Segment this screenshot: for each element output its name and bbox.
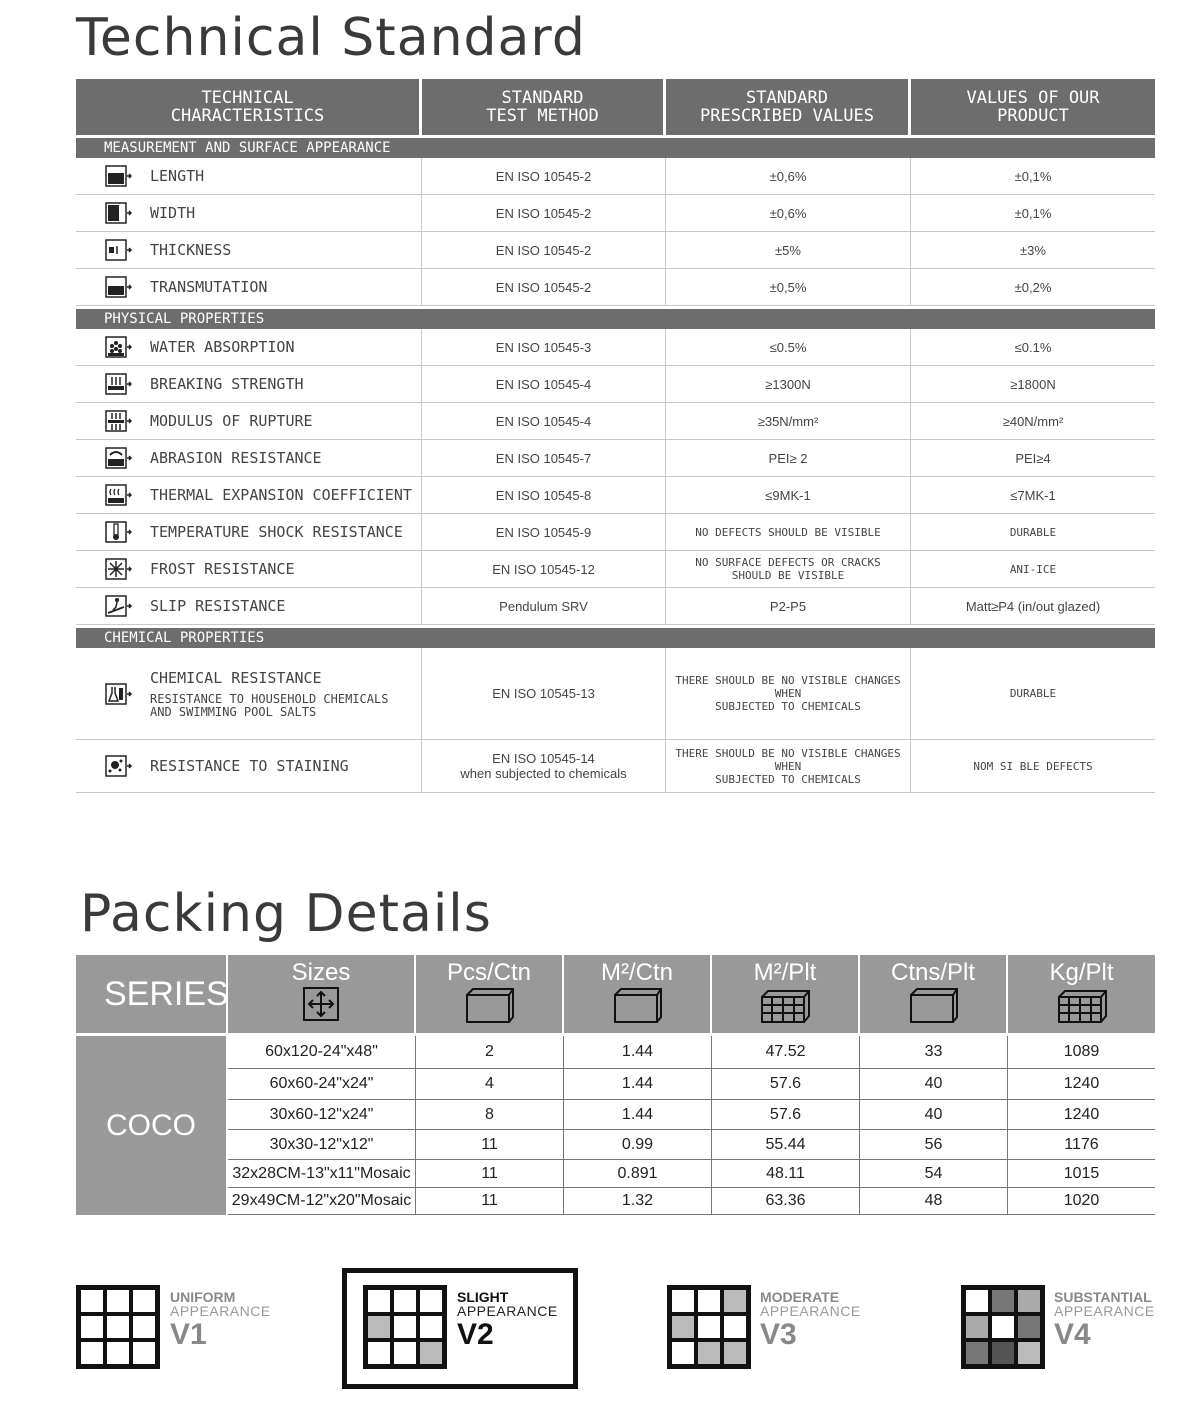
test-method-value: EN ISO 10545-4 [495,376,592,392]
packing-cell: 57.6 [712,1100,860,1129]
grid-cell [366,1288,392,1314]
header-prescribed-values: STANDARD PRESCRIBED VALUES [666,79,911,135]
prescribed-cell [666,551,911,587]
product-cell [911,366,1155,402]
characteristic-cell [76,477,422,513]
prescribed-cell [666,158,911,194]
test-method-value: EN ISO 10545-4 [495,413,592,429]
characteristic-name: SLIP RESISTANCE [150,597,286,615]
prescribed-cell [666,366,911,402]
product-value: ≤7MK-1 [1010,487,1056,503]
header-sizes-label: Sizes [291,959,351,986]
product-value: ±3% [1020,242,1046,258]
characteristic-cell [76,740,422,792]
characteristic-cell [76,195,422,231]
product-value: ≤0.1% [1014,339,1052,355]
characteristic-cell [76,514,422,550]
prescribed-cell [666,740,911,792]
test-method-value: EN ISO 10545-2 [495,242,592,258]
packing-cell: 11 [416,1130,564,1159]
prescribed-value: ≤9MK-1 [765,487,811,503]
header-pcs-ctn-label: Pcs/Ctn [446,959,532,986]
pallet-icon [1057,987,1107,1023]
grid-cell [722,1314,748,1340]
table-row [76,158,1155,195]
prescribed-value: THERE SHOULD BE NO VISIBLE CHANGES WHEN SUBJECTED TO CHEMICALS [675,674,901,713]
test-method-value: EN ISO 10545-2 [495,205,592,221]
characteristic-name: CHEMICAL RESISTANCE [150,668,322,687]
appearance-label: SLIGHT [457,1289,509,1305]
header-ctns-plt-label: Ctns/Plt [890,959,976,986]
appearance-label: UNIFORM [170,1289,236,1305]
packing-cell: 2 [416,1036,564,1068]
characteristic-name: TRANSMUTATION [150,278,268,296]
prescribed-value: ≤0.5% [769,339,807,355]
prescribed-value: PEI≥ 2 [768,450,808,466]
product-cell [911,588,1155,624]
product-cell [911,269,1155,305]
characteristic-name: FROST RESISTANCE [150,560,295,578]
product-cell [911,551,1155,587]
characteristic-cell [76,366,422,402]
packing-cell: 0.99 [564,1130,712,1159]
table-row [76,329,1155,366]
characteristic-cell [76,648,422,739]
packing-cell: 1.44 [564,1069,712,1099]
product-cell [911,648,1155,739]
packing-cell: 1.44 [564,1036,712,1068]
characteristic-name: WATER ABSORPTION [150,338,295,356]
test-method-cell [422,195,666,231]
prescribed-value: ±0,5% [769,279,807,295]
packing-cell: 56 [860,1130,1008,1159]
characteristic-cell [76,232,422,268]
test-method-value: Pendulum SRV [499,598,588,614]
grid-cell [670,1288,696,1314]
characteristic-cell [76,440,422,476]
packing-cell: 11 [416,1160,564,1187]
table-row [228,1036,1155,1069]
grid-cell [670,1314,696,1340]
table-row [228,1160,1155,1188]
packing-cell: 29x49CM-12"x20"Mosaic [228,1188,416,1214]
technical-table-body [76,135,1155,793]
appearance-sublabel: APPEARANCE [457,1303,558,1319]
transmutation-icon [104,274,132,300]
packing-cell: 4 [416,1069,564,1099]
header-m2-ctn [564,955,712,1033]
table-row [228,1069,1155,1100]
test-method-value: EN ISO 10545-3 [495,339,592,355]
appearance-code: V2 [457,1318,494,1351]
grid-cell [392,1288,418,1314]
grid-cell [418,1340,444,1366]
product-cell [911,740,1155,792]
grid-cell [366,1340,392,1366]
grid-cell [990,1288,1016,1314]
grid-cell [990,1340,1016,1366]
grid-cell [418,1288,444,1314]
product-value: ±0,1% [1014,205,1052,221]
prescribed-cell [666,648,911,739]
product-cell [911,158,1155,194]
packing-cell: 47.52 [712,1036,860,1068]
packing-cell: 48.11 [712,1160,860,1187]
prescribed-cell [666,329,911,365]
test-method-cell [422,366,666,402]
prescribed-value: ≥1300N [765,376,811,392]
grid-cell [79,1314,105,1340]
packing-title: Packing Details [80,884,492,944]
grid-cell [1016,1314,1042,1340]
characteristic-name: LENGTH [150,167,205,185]
characteristic-name: TEMPERATURE SHOCK RESISTANCE [150,523,403,541]
modulus-rupture-icon [104,408,132,434]
product-cell [911,514,1155,550]
packing-cell: 63.36 [712,1188,860,1214]
grid-cell [105,1288,131,1314]
prescribed-cell [666,440,911,476]
test-method-cell [422,551,666,587]
product-value: PEI≥4 [1015,450,1051,466]
chemical-icon [104,681,132,707]
test-method-cell [422,403,666,439]
product-value: Matt≥P4 (in/out glazed) [965,598,1101,614]
test-method-cell [422,648,666,739]
appearance-grid-v4 [961,1285,1045,1369]
grid-cell [79,1340,105,1366]
packing-cell: 1089 [1063,1043,1100,1060]
series-cell: COCO [76,1036,228,1215]
grid-cell [392,1340,418,1366]
water-absorption-icon [104,334,132,360]
packing-cell: 1240 [1063,1075,1100,1092]
header-ctns-plt [860,955,1008,1033]
appearance-sublabel: APPEARANCE [170,1303,271,1319]
section-header: MEASUREMENT AND SURFACE APPEARANCE [76,135,1155,158]
page-title: Technical Standard [76,8,586,68]
length-icon [104,163,132,189]
packing-cell: 54 [860,1160,1008,1187]
packing-cell: 60x120-24"x48" [228,1036,416,1068]
test-method-value: EN ISO 10545-2 [495,279,592,295]
characteristic-cell [76,551,422,587]
arrows-icon [303,987,339,1021]
grid-cell [1016,1340,1042,1366]
frost-icon [104,556,132,582]
characteristic-note: RESISTANCE TO HOUSEHOLD CHEMICALS AND SWIMMING POOL SALTS [150,691,389,719]
grid-cell [1016,1288,1042,1314]
product-cell [911,232,1155,268]
packing-cell: 57.6 [712,1069,860,1099]
product-value: DURABLE [1009,687,1057,700]
prescribed-value: ±5% [775,242,801,258]
appearance-code: V1 [170,1318,207,1351]
test-method-cell [422,514,666,550]
test-method-value: EN ISO 10545-7 [495,450,592,466]
packing-cell: 30x60-12"x24" [228,1100,416,1129]
packing-header [76,955,1155,1033]
characteristic-name: THERMAL EXPANSION COEFFICIENT [150,486,412,504]
packing-cell: 8 [416,1100,564,1129]
grid-cell [670,1340,696,1366]
packing-cell: 1.32 [564,1188,712,1214]
grid-cell [990,1314,1016,1340]
grid-cell [105,1340,131,1366]
grid-cell [131,1288,157,1314]
test-method-cell [422,269,666,305]
carton-icon [908,987,958,1023]
characteristic-cell [76,403,422,439]
appearance-code: V3 [760,1318,797,1351]
prescribed-value: ≥35N/mm² [757,413,819,429]
appearance-label: SUBSTANTIAL [1054,1289,1152,1305]
table-row [228,1100,1155,1130]
grid-cell [696,1288,722,1314]
table-row [76,232,1155,269]
packing-cell: 11 [416,1188,564,1214]
appearance-sublabel: APPEARANCE [760,1303,861,1319]
abrasion-icon [104,445,132,471]
header-kg-plt [1008,955,1155,1033]
product-value: ±0,1% [1014,168,1052,184]
width-icon [104,200,132,226]
table-row [76,648,1155,740]
packing-cell: 40 [860,1069,1008,1099]
header-series: SERIES [76,955,228,1033]
header-pcs-ctn [416,955,564,1033]
table-row [76,195,1155,232]
grid-cell [392,1314,418,1340]
grid-cell [696,1314,722,1340]
grid-cell [964,1340,990,1366]
thickness-icon [104,237,132,263]
header-m2-plt-label: M²/Plt [753,959,817,986]
table-row [76,366,1155,403]
product-value: DURABLE [1009,525,1057,539]
header-kg-plt-label: Kg/Plt [1049,959,1114,986]
packing-cell: 1015 [1063,1164,1100,1182]
prescribed-cell [666,232,911,268]
prescribed-value: NO SURFACE DEFECTS OR CRACKS SHOULD BE VISIBLE [695,556,881,582]
product-cell [911,329,1155,365]
grid-cell [105,1314,131,1340]
product-cell [911,477,1155,513]
technical-table-header [76,79,1155,135]
header-m2-ctn-label: M²/Ctn [601,959,673,986]
prescribed-value: NO DEFECTS SHOULD BE VISIBLE [695,525,881,539]
appearance-grid-v2 [363,1285,447,1369]
header-characteristics: TECHNICAL CHARACTERISTICS [76,79,422,135]
grid-cell [79,1288,105,1314]
grid-cell [964,1288,990,1314]
slip-icon [104,593,132,619]
test-method-value: EN ISO 10545-8 [495,487,592,503]
packing-cell: 1176 [1064,1135,1099,1153]
grid-cell [131,1314,157,1340]
grid-cell [722,1288,748,1314]
characteristic-name: RESISTANCE TO STAINING [150,757,349,775]
table-row [76,551,1155,588]
header-m2-plt [712,955,860,1033]
packing-cell: 0.891 [564,1160,712,1187]
pallet-icon [760,987,810,1023]
thermal-expansion-icon [104,482,132,508]
appearance-label: MODERATE [760,1289,840,1305]
prescribed-value: THERE SHOULD BE NO VISIBLE CHANGES WHEN SUBJECTED TO CHEMICALS [675,746,901,786]
technical-table [76,79,1155,793]
test-method-cell [422,477,666,513]
product-value: NOM SI BLE DEFECTS [973,759,1093,773]
temperature-shock-icon [104,519,132,545]
grid-cell [722,1340,748,1366]
product-cell [911,195,1155,231]
section-header: PHYSICAL PROPERTIES [76,306,1155,329]
breaking-strength-icon [104,371,132,397]
test-method-cell [422,158,666,194]
table-row [76,269,1155,306]
appearance-code: V4 [1054,1318,1091,1351]
grid-cell [418,1314,444,1340]
test-method-value: EN ISO 10545-14 when subjected to chemicals [460,751,627,781]
packing-cell: 1.44 [564,1100,712,1129]
table-row [76,514,1155,551]
table-row [228,1188,1155,1215]
table-row [76,403,1155,440]
prescribed-cell [666,403,911,439]
characteristic-name: ABRASION RESISTANCE [150,449,322,467]
characteristic-name: WIDTH [150,204,196,222]
staining-icon [104,753,132,779]
test-method-value: EN ISO 10545-12 [492,561,595,577]
packing-cell: 40 [860,1100,1008,1129]
test-method-cell [422,232,666,268]
prescribed-cell [666,269,911,305]
packing-cell: 1020 [1063,1192,1100,1209]
grid-cell [131,1340,157,1366]
test-method-value: EN ISO 10545-2 [495,168,592,184]
grid-cell [696,1340,722,1366]
prescribed-cell [666,477,911,513]
test-method-value: EN ISO 10545-13 [492,686,595,701]
test-method-cell [422,329,666,365]
section-header: CHEMICAL PROPERTIES [76,625,1155,648]
table-row [76,740,1155,793]
carton-icon [464,987,514,1023]
header-sizes [228,955,416,1033]
appearance-grid-v1 [76,1285,160,1369]
packing-rows [228,1036,1155,1215]
table-row [76,477,1155,514]
grid-cell [366,1314,392,1340]
prescribed-cell [666,588,911,624]
test-method-cell [422,740,666,792]
characteristic-cell [76,269,422,305]
packing-cell: 55.44 [712,1130,860,1159]
characteristic-name: BREAKING STRENGTH [150,375,304,393]
prescribed-cell [666,195,911,231]
table-row [76,588,1155,625]
prescribed-value: ±0,6% [769,205,807,221]
product-value: ANI-ICE [1009,562,1057,576]
characteristic-name: THICKNESS [150,241,232,259]
grid-cell [964,1314,990,1340]
table-row [228,1130,1155,1160]
test-method-cell [422,440,666,476]
product-cell [911,403,1155,439]
product-value: ≥40N/mm² [1002,413,1064,429]
characteristic-name: MODULUS OF RUPTURE [150,412,313,430]
characteristic-cell [76,158,422,194]
prescribed-cell [666,514,911,550]
prescribed-value: P2-P5 [769,598,807,614]
characteristic-cell [76,588,422,624]
test-method-cell [422,588,666,624]
packing-cell: 30x30-12"x12" [228,1130,416,1159]
product-cell [911,440,1155,476]
packing-body [76,1036,1155,1215]
product-value: ≥1800N [1010,376,1056,392]
carton-icon [612,987,662,1023]
appearance-sublabel: APPEARANCE [1054,1303,1155,1319]
packing-cell: 48 [860,1188,1008,1214]
packing-cell: 1240 [1063,1105,1100,1123]
header-test-method: STANDARD TEST METHOD [422,79,666,135]
packing-table [76,955,1155,1215]
packing-cell: 60x60-24"x24" [228,1069,416,1099]
packing-cell: 33 [860,1036,1008,1068]
test-method-value: EN ISO 10545-9 [495,524,592,540]
product-value: ±0,2% [1014,279,1052,295]
table-row [76,440,1155,477]
prescribed-value: ±0,6% [769,168,807,184]
appearance-grid-v3 [667,1285,751,1369]
packing-cell: 32x28CM-13"x11"Mosaic [228,1160,416,1187]
characteristic-cell [76,329,422,365]
header-product-values: VALUES OF OUR PRODUCT [911,79,1155,135]
